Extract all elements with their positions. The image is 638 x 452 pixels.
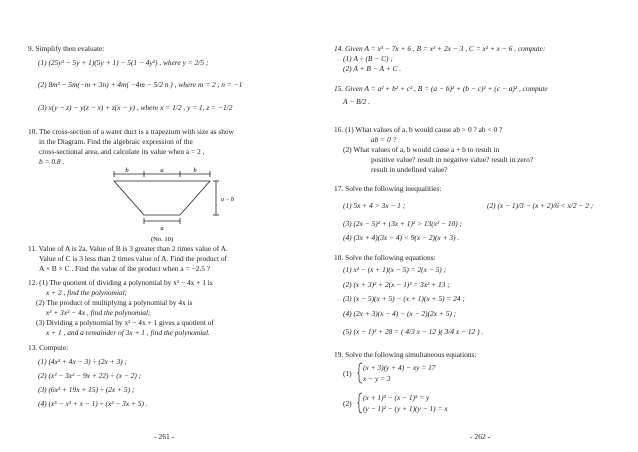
problem-16-part-2-line-1: (2) What values of a, b would cause a + b to result in <box>343 145 500 154</box>
problem-11-line-2: Value of C is 3 less than 2 times value of A. Find the product of <box>39 254 228 263</box>
problem-17-part-4: (4) (3x + 4)(3x − 4) < 9(x − 2)(x + 3) . <box>343 233 460 242</box>
problem-12-part-3-line-2: x + 1 , and a remainder of 3x + 1 , find the polynomial. <box>46 328 210 337</box>
system-brace-2 <box>357 392 363 414</box>
problem-16-part-1-line-2: ab = 0 ? <box>371 135 397 144</box>
system-brace-1 <box>357 362 363 384</box>
problem-12-part-2-line-1: (2) The product of multiplying a polynomial by 4x is <box>36 298 193 307</box>
problem-9-part-3: (3) x(y − z) − y(z − x) + z(x − y) , where x = 1/2 , y = 1, z = −1/2 <box>38 103 233 112</box>
problem-9-part-1: (1) (25y² − 5y + 1)(5y + 1) − 5(1 − 4y²) , where y = 2/5 ; <box>38 58 209 67</box>
page-number-left: - 261 - <box>154 432 175 441</box>
diagram-label-a-top: a <box>160 167 164 174</box>
diagram-caption: (No. 10) <box>150 236 174 243</box>
diagram-label-a-minus-b: a − b <box>221 197 235 203</box>
problem-9-heading: 9. Simplify then evaluate: <box>28 44 105 53</box>
diagram-label-a-bottom: a <box>160 225 164 232</box>
problem-18-heading: 18. Solve the following equations: <box>334 253 436 262</box>
problem-16-part-2-line-3: result in undefined value? <box>371 165 448 174</box>
problem-10-line-4: b = 0.8 . <box>39 157 65 166</box>
problem-19-part-1-label: (1) <box>343 369 352 378</box>
problem-15-line-2: A − B/2 . <box>343 97 371 106</box>
problem-18-part-2: (2) (x + 3)² + 2(x − 1)² = 3x² + 13 ; <box>343 280 450 289</box>
problem-15-line-1: 15. Given A = a² + b² + c² , B = (a − b)² + (b − c)² + (c − a)² , compute <box>334 84 548 93</box>
problem-18-part-1: (1) x² − (x + 1)(x − 5) = 2(x − 5) ; <box>343 265 447 274</box>
page-number-right: - 262 - <box>470 432 491 441</box>
problem-14-part-2: (2) A + B − A + C . <box>343 64 402 73</box>
problem-13-part-2: (2) (x³ − 3x² − 9x + 22) ÷ (x − 2) ; <box>38 371 142 380</box>
problem-12-part-1-line-1: 12. (1) The quotient of dividing a polynomial by x² − 4x + 1 is <box>28 278 213 287</box>
problem-10-line-1: 10. The cross-section of a water duct is a trapezium with size as show <box>28 127 234 136</box>
right-page <box>319 0 638 452</box>
problem-12-part-2-line-2: x³ + 3x² − 4x , find the polynomial; <box>46 308 151 317</box>
diagram-label-b-left: b <box>125 167 129 174</box>
problem-9-part-2: (2) 8m² − 5m(−m + 3n) + 4m( −4m − 5/2 n ) , where m = 2 , n = −1 <box>38 80 243 89</box>
problem-17-heading: 17. Solve the following inequalities: <box>334 184 442 193</box>
problem-16-part-1-line-1: 16. (1) What values of a, b would cause ab > 0 ? ab < 0 ? <box>334 125 503 134</box>
problem-19-part-1-eq-2: x − y = 3 <box>363 374 391 383</box>
problem-13-part-3: (3) (6x³ + 19x + 15) ÷ (2x + 5) ; <box>38 385 135 394</box>
problem-14-part-1: (1) A ÷ (B − C) ; <box>343 54 393 63</box>
problem-18-part-5: (5) (x − 1)² + 28 = ( 4/3 x − 12 )( 3/4 x − 12 ) . <box>343 327 484 336</box>
problem-12-part-1-line-2: x + 2 , find the polynomial; <box>46 288 128 297</box>
problem-19-part-2-label: (2) <box>343 399 352 408</box>
problem-13-part-1: (1) (4x² + 4x − 3) ÷ (2x + 3) ; <box>38 357 127 366</box>
problem-17-part-1: (1) 5x + 4 > 3x − 1 ; <box>343 201 406 210</box>
problem-18-part-3: (3) (x − 5)(x + 5) − (x + 1)(x + 5) = 24 ; <box>343 294 465 303</box>
problem-19-part-1-eq-1: (x + 3)(y + 4) − xy = 17 <box>363 363 436 372</box>
diagram-label-b-right: b <box>193 167 197 174</box>
problem-13-heading: 13. Compute: <box>28 343 69 352</box>
problem-17-part-2: (2) (x − 1)/3 − (x + 2)/6 < x/2 − 2 ; <box>487 201 594 210</box>
trapezium-diagram <box>100 166 240 246</box>
problem-19-part-2-eq-2: (y − 1)² − (y + 1)(y − 1) = x <box>363 404 448 413</box>
problem-16-part-2-line-2: positive value? result in negative value? result in zero? <box>371 155 534 164</box>
problem-19-heading: 19. Solve the following simultaneous equations: <box>334 350 477 359</box>
problem-17-part-3: (3) (2x − 5)² + (3x + 1)² > 13(x² − 10) ; <box>343 219 463 228</box>
problem-13-part-4: (4) (x⁵ − x³ + x − 1) ÷ (x² − 3x + 5) . <box>38 399 148 408</box>
problem-10-line-2: in the Diagram. Find the algebraic expression of the <box>39 137 193 146</box>
problem-19-part-2-eq-1: (x + 1)² − (x − 1)² = y <box>363 393 430 402</box>
problem-10-line-3: cross-sectional area, and calculate its value when a = 2 , <box>39 147 205 156</box>
problem-14-line-1: 14. Given A = x³ − 7x + 6 , B = x² + 2x − 3 , C = x² + x − 6 , compute: <box>334 44 546 53</box>
problem-11-line-1: 11. Value of A is 2a. Value of B is 3 greater than 2 times value of A. <box>28 244 228 253</box>
problem-18-part-4: (4) (2x + 3)(x − 4) − (x − 2)(2x + 5) ; <box>343 309 457 318</box>
problem-11-line-3: A × B × C . Find the value of the product when a = −2.5 ? <box>39 264 211 273</box>
problem-12-part-3-line-1: (3) Dividing a polynomial by x² − 4x + 1 gives a quotient of <box>36 318 214 327</box>
